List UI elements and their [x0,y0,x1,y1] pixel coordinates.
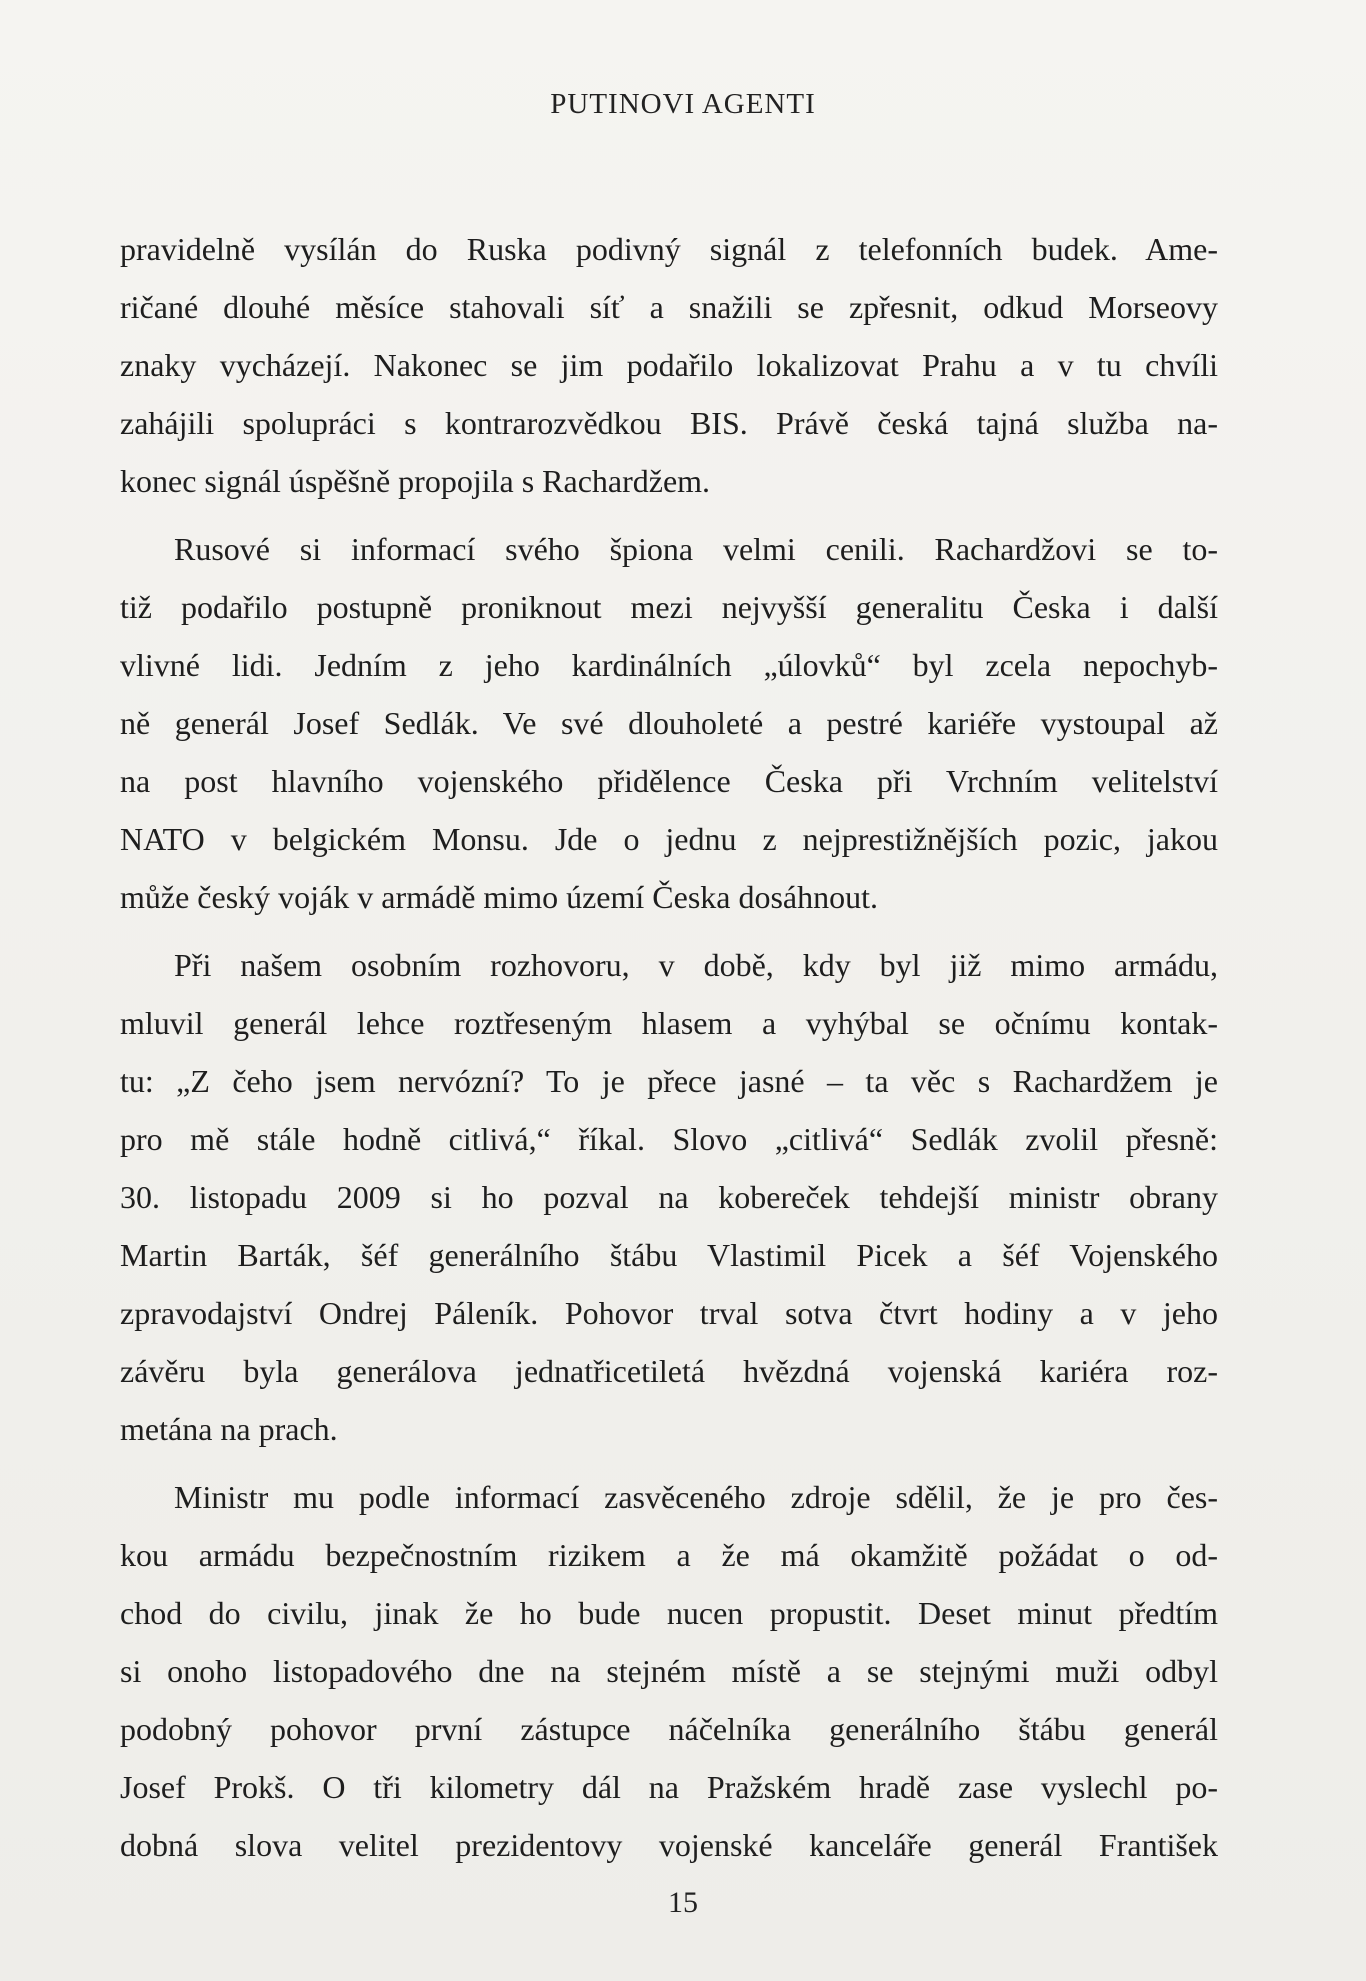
text-line: dobná slova velitel prezidentovy vojenské kanceláře generál František [120,1827,1218,1863]
text-line: 30. listopadu 2009 si ho pozval na kobereček tehdejší ministr obrany [120,1179,1218,1215]
text-line: může český voják v armádě mimo území Česka dosáhnout. [120,879,879,915]
body-text [120,220,1218,1874]
text-line: kou armádu bezpečnostním rizikem a že má okamžitě požádat o od- [120,1537,1218,1573]
text-line: zahájili spolupráci s kontrarozvědkou BIS. Právě česká tajná služba na- [120,405,1218,441]
paragraph-1 [120,220,1218,510]
text-line: mluvil generál lehce roztřeseným hlasem a vyhýbal se očnímu kontak- [120,1005,1218,1041]
text-line: si onoho listopadového dne na stejném místě a se stejnými muži odbyl [120,1653,1218,1689]
text-line: pravidelně vysílán do Ruska podivný signál z telefonních budek. Ame- [120,231,1218,267]
text-line: pro mě stále hodně citlivá,“ říkal. Slovo „citlivá“ Sedlák zvolil přesně: [120,1121,1218,1157]
text-line: Rusové si informací svého špiona velmi cenili. Rachardžovi se to- [174,531,1218,567]
text-line: tiž podařilo postupně proniknout mezi nejvyšší generalitu Česka i další [120,589,1218,625]
text-line: zpravodajství Ondrej Páleník. Pohovor trval sotva čtvrt hodiny a v jeho [120,1295,1218,1331]
text-line: tu: „Z čeho jsem nervózní? To je přece jasné – ta věc s Rachardžem je [120,1063,1218,1099]
paragraph-4 [120,1468,1218,1874]
paragraph-2 [120,520,1218,926]
text-line: Ministr mu podle informací zasvěceného zdroje sdělil, že je pro čes- [174,1479,1218,1515]
text-line: znaky vycházejí. Nakonec se jim podařilo lokalizovat Prahu a v tu chvíli [120,347,1218,383]
text-line: konec signál úspěšně propojila s Rachardžem. [120,463,711,499]
text-line: Při našem osobním rozhovoru, v době, kdy byl již mimo armádu, [174,947,1218,983]
text-line: Josef Prokš. O tři kilometry dál na Pražském hradě zase vyslechl po- [120,1769,1218,1805]
text-line: závěru byla generálova jednatřicetiletá hvězdná vojenská kariéra roz- [120,1353,1218,1389]
paragraph-3 [120,936,1218,1458]
text-line: Martin Barták, šéf generálního štábu Vlastimil Picek a šéf Vojenského [120,1237,1218,1273]
page-number: 15 [668,1886,698,1919]
running-head: PUTINOVI AGENTI [550,88,816,120]
text-line: ně generál Josef Sedlák. Ve své dlouholeté a pestré kariéře vystoupal až [120,705,1218,741]
text-line: na post hlavního vojenského přidělence Česka při Vrchním velitelství [120,763,1218,799]
text-line: ričané dlouhé měsíce stahovali síť a snažili se zpřesnit, odkud Morseovy [120,289,1218,325]
text-line: NATO v belgickém Monsu. Jde o jednu z nejprestižnějších pozic, jakou [120,821,1218,857]
text-line: metána na prach. [120,1411,338,1447]
text-line: vlivné lidi. Jedním z jeho kardinálních „úlovků“ byl zcela nepochyb- [120,647,1218,683]
text-line: chod do civilu, jinak že ho bude nucen propustit. Deset minut předtím [120,1595,1218,1631]
text-line: podobný pohovor první zástupce náčelníka generálního štábu generál [120,1711,1218,1747]
